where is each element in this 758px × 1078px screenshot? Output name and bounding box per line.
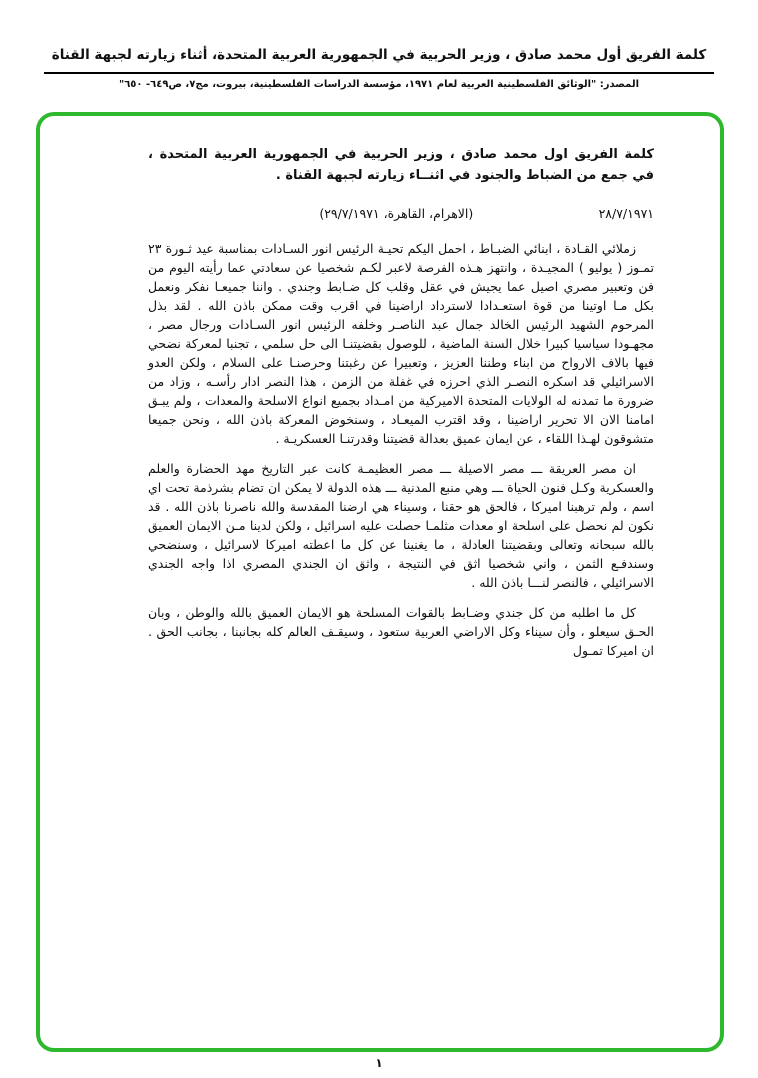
- document-source-ref: (الاهرام، القاهرة، ٢٩/٧/١٩٧١): [319, 206, 474, 221]
- document-heading: كلمة الفريق اول محمد صادق ، وزير الحربية في الجمهورية العربية المتحدة ، في جمع من الضباط والجنود في اثنــاء زيارته لجبهة القناة .: [148, 147, 654, 183]
- document-frame: [36, 112, 724, 1052]
- paragraph: ان مصر العريقة ـــ مصر الاصيلة ـــ مصر العظيمـة كانت عبر التاريخ مهد الحضارة والعلم والعسكرية وكـل فنون الحياة ـــ وهي منبع المدنية ـــ هذه الدولة لا يمكن ان تضام بشرذمة تحت اي اسم ، ولم ترهبنا اميركا ، فالحق هو حقنا ، وسيناء هي ارضنا المقدسة والله ناصرنا باذن الله . قد نكون لم نحصل على اسلحة او معدات مثلمـا حصلت عليه اسرائيل ، ولكن لدينا مـن الايمان العميق بالله سبحانه وتعالى وبقضيتنا العادلة ، ما يغنينا عن كل ما اعطته اميركا لاسرائيل ، وسنضحي وسندفـع الثمن ، واني شخصيا اثق في النتيجة ، واثق ان الجندي المصري اذا واجه الجندي الاسرائيلي ، فالنصر لنـــا باذن الله .: [148, 461, 654, 590]
- header-title: كلمة الفريق أول محمد صادق ، وزير الحربية في الجمهورية العربية المتحدة، أثناء زيارته لجبهة القناة: [51, 47, 707, 63]
- header-divider: [44, 72, 714, 74]
- document-date: ٢٨/٧/١٩٧١: [598, 206, 654, 221]
- date-row: [148, 204, 654, 223]
- document-content: [40, 116, 720, 681]
- page-number: ١: [375, 1056, 383, 1070]
- document-header: [0, 0, 758, 90]
- header-source-line: المصدر: "الوثائق الفلسطينية العربية لعام ١٩٧١، مؤسسة الدراسات الفلسطينية، بيروت، مج٧، ص٦٤٩- ٦٥٠": [118, 78, 640, 90]
- paragraph: زملائي القـادة ، ابنائي الضبـاط ، احمل اليكم تحيـة الرئيس انور السـادات بمناسبة عيد ثـورة ٢٣ تمـوز ( يوليو ) المجيـدة ، وانتهز هـذه الفرصة لاعبر لكـم شخصيا عن سعادتي عما رأيته اليوم من فن وتعبير مصري اصيل عما يجيش في عقل وقلب كل ضـابط وجندي . واننا جميعـا نفكر ونعمل بكل مـا اوتينا من قوة استعـدادا لاسترداد اراضينا في اقرب وقت ممكن باذن الله . لقد بذل المرحوم الشهيد الرئيس الخالد جمال عبد الناصـر وخلفه الرئيس انور السـادات ورجال مصر ، مجهـودا سياسيا كبيرا خلال السنة الماضية ، للوصول بقضيتنـا الى حل سلمي ، تجنبا لمعركة نضحي فيها بالاف الارواح من ابناء وطننا العزيز ، وتعبيرا عن رغبتنا وحرصنـا على السلام ، ولكن العدو الاسرائيلي قد اسكره النصـر الذي احرزه في غفلة من الزمن ، هذا النصر ادار رأسـه ، وزاد من ضرورة ما تمدنه له الولايات المتحدة الاميركية من امـداد بجميع انواع الاسلحة والمعدات ، ولم يبـق امامنا الان الا تحرير اراضينا ، وقد اقترب الميعـاد ، وسنخوض المعركة باذن الله ، ونحن جميعا متشوقون لهـذا اللقاء ، عن ايمان عميق بعدالة قضيتنا وقدرتنـا العسكريـة .: [148, 241, 654, 446]
- paragraph: كل ما اطلبه من كل جندي وضـابط بالقوات المسلحة هو الايمان العميق بالله والوطن ، وبان الحـق سيعلو ، وأن سيناء وكل الاراضي العربية ستعود ، وسيقـف العالم كله بجانبنا ، بجانب الحق . ان اميركا تمـول: [148, 605, 654, 658]
- document-body: [148, 239, 654, 660]
